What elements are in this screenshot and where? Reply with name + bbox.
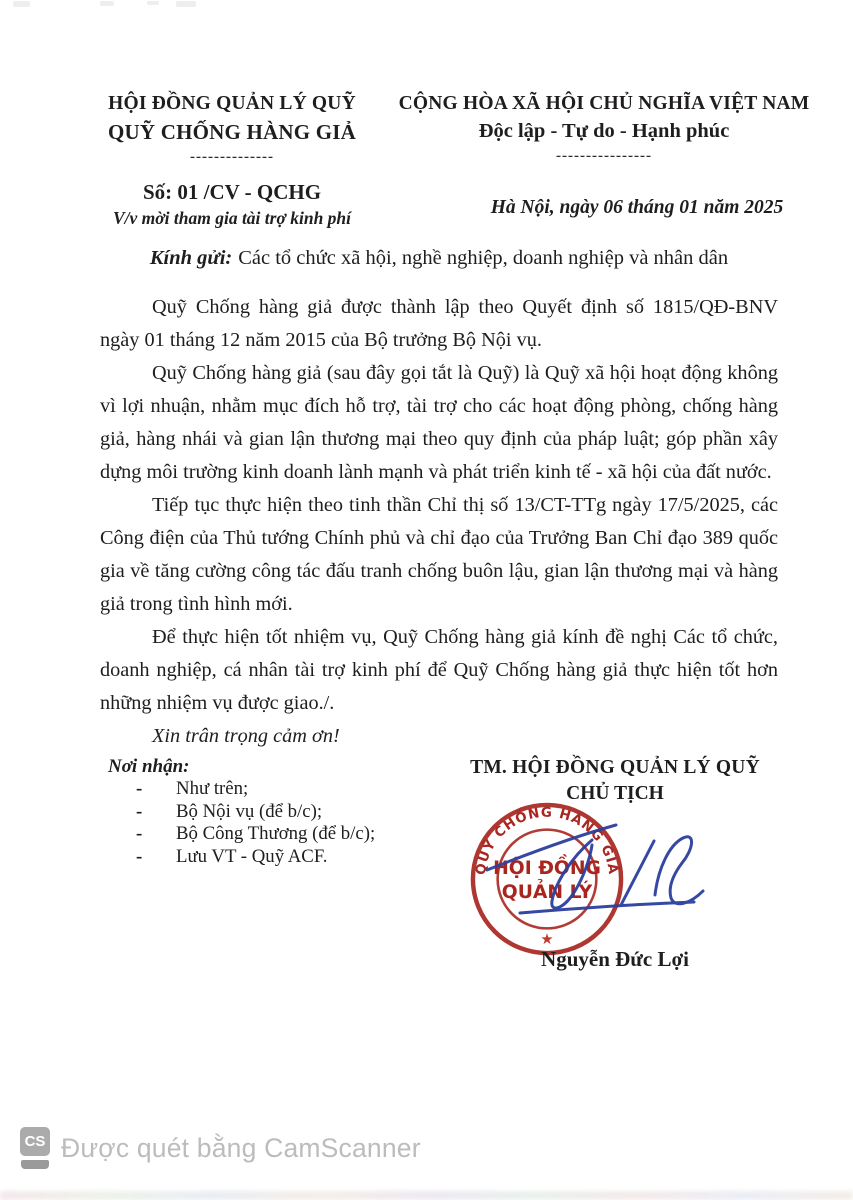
paragraph-1: Quỹ Chống hàng giả được thành lập theo Quyết định số 1815/QĐ-BNV ngày 01 tháng 12 năm 2015 của Bộ trưởng Bộ Nội vụ. <box>100 296 778 351</box>
salutation-line <box>100 247 778 270</box>
bullet-dash: - <box>136 845 143 867</box>
scan-artifact <box>147 1 159 5</box>
recipients-label: Nơi nhận: <box>108 756 190 777</box>
recipient-text: Bộ Nội vụ (để b/c); <box>176 800 323 822</box>
document-subject: V/v mời tham gia tài trợ kinh phí <box>112 207 352 228</box>
camscanner-logo-icon <box>20 1127 50 1169</box>
salutation-label: Kính gửi: <box>149 247 233 269</box>
recipient-text: Lưu VT - Quỹ ACF. <box>176 845 328 867</box>
document-number: Số: 01 /CV - QCHG <box>142 179 322 204</box>
stamp-center-line2: QUẢN LÝ <box>501 881 593 903</box>
paragraph-2: Quỹ Chống hàng giả (sau đây gọi tắt là Quỹ) là Quỹ xã hội hoạt động không vì lợi nhuận, nhằm mục đích hỗ trợ, tài trợ cho các hoạt động phòng, chống hàng giả, hàng nhái và gian lận thương mại theo quy định của pháp luật; góp phần xây dựng môi trường kinh doanh lành mạnh và phát triển kinh tế - xã hội của đất nước. <box>100 362 778 483</box>
handwritten-signature <box>440 795 820 970</box>
scan-artifact <box>176 1 196 7</box>
recipient-item <box>108 778 438 801</box>
camscanner-logo-base <box>21 1160 49 1169</box>
scan-artifact <box>13 1 30 7</box>
recipient-item <box>108 801 438 824</box>
stamp-star-icon: ★ <box>540 931 554 949</box>
recipient-text: Như trên; <box>176 778 249 799</box>
issuing-org-header <box>62 92 402 230</box>
org-divider: -------------- <box>190 148 274 165</box>
salutation-recipients: Các tổ chức xã hội, nghề nghiệp, doanh nghiệp và nhân dân <box>238 247 729 269</box>
national-motto: Độc lập - Tự do - Hạnh phúc <box>478 120 730 143</box>
national-title: CỘNG HÒA XÃ HỘI CHỦ NGHĨA VIỆT NAM <box>398 93 810 114</box>
closing-line: Xin trân trọng cảm ơn! <box>152 725 340 747</box>
letter-body <box>100 291 778 753</box>
national-header <box>398 92 810 220</box>
motto-divider: ---------------- <box>556 148 652 164</box>
camscanner-cs-badge: CS <box>20 1127 50 1156</box>
on-behalf-line: TM. HỘI ĐỒNG QUẢN LÝ QUỸ <box>470 757 760 778</box>
camscanner-watermark <box>20 1127 421 1169</box>
recipient-item <box>108 846 438 869</box>
bullet-dash: - <box>136 800 143 822</box>
stamp-center-line1: HỘI ĐỒNG <box>493 858 601 880</box>
parent-org-name: HỘI ĐỒNG QUẢN LÝ QUỸ <box>108 93 356 114</box>
bullet-dash: - <box>136 823 143 844</box>
bullet-dash: - <box>136 778 143 799</box>
place-date-line: Hà Nội, ngày 06 tháng 01 năm 2025 <box>490 197 784 218</box>
recipient-item <box>108 823 438 846</box>
signer-name: Nguyễn Đức Lợi <box>541 947 689 971</box>
org-name: QUỸ CHỐNG HÀNG GIẢ <box>107 120 357 145</box>
scan-artifact <box>100 1 114 6</box>
stamp-ring-text: QUỸ CHỐNG HÀNG GIẢ <box>473 805 621 876</box>
signer-title: CHỦ TỊCH <box>566 783 664 805</box>
recipient-text: Bộ Công Thương (để b/c); <box>176 823 376 844</box>
camscanner-text: Được quét bằng CamScanner <box>61 1132 421 1163</box>
paragraph-3: Tiếp tục thực hiện theo tinh thần Chỉ thị số 13/CT-TTg ngày 17/5/2025, các Công điện của Thủ tướng Chính phủ và chỉ đạo của Trưởng Ban Chỉ đạo 389 quốc gia về tăng cường công tác đấu tranh chống buôn lậu, gian lận thương mại và hàng giả trong tình hình mới. <box>100 494 778 615</box>
scan-edge-color-strip <box>0 1191 853 1200</box>
paragraph-4: Để thực hiện tốt nhiệm vụ, Quỹ Chống hàng giả kính đề nghị Các tổ chức, doanh nghiệp, cá nhân tài trợ kinh phí để Quỹ Chống hàng giả thực hiện tốt hơn những nhiệm vụ được giao./. <box>100 626 778 714</box>
recipients-block <box>108 756 438 868</box>
